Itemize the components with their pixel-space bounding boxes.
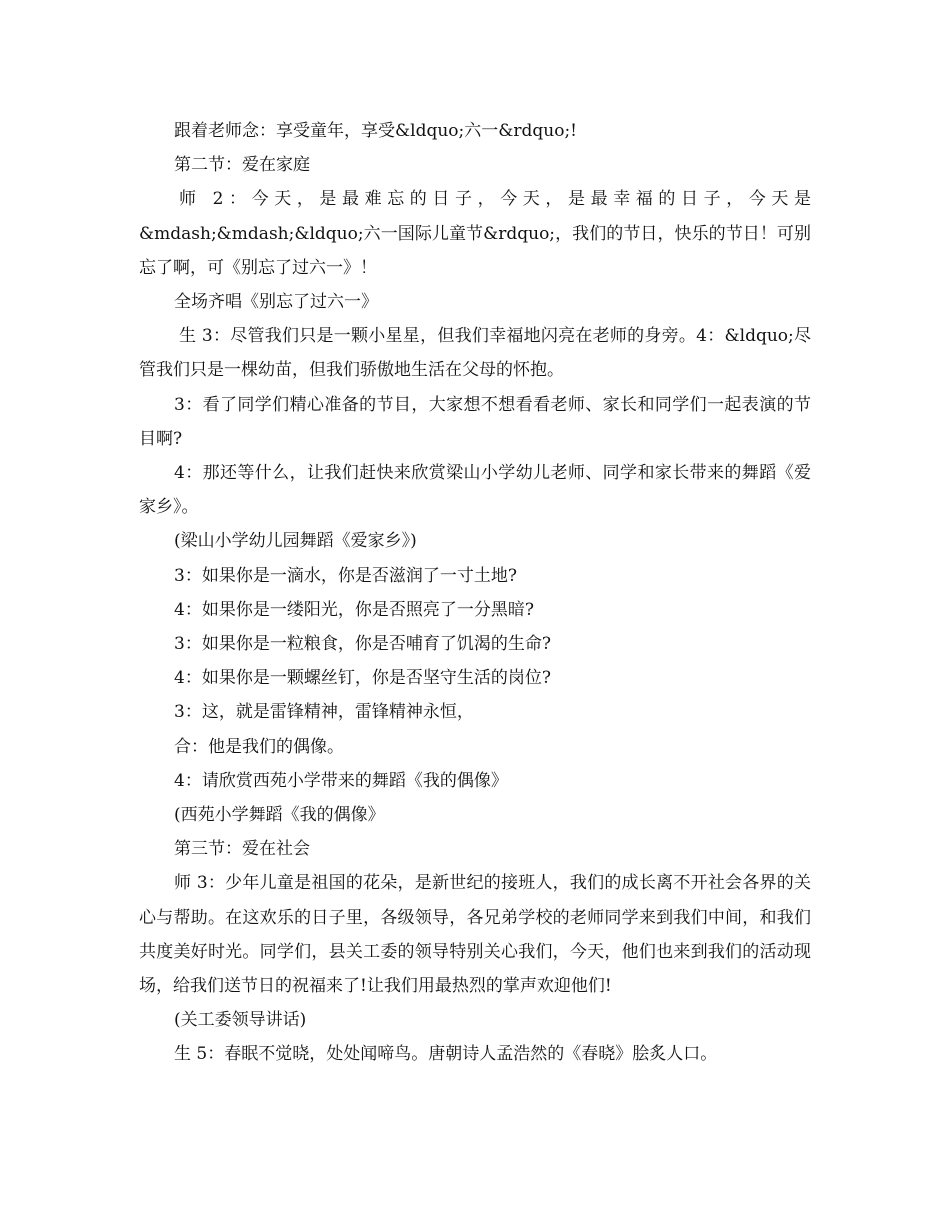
paragraph: 4：那还等什么，让我们赶快来欣赏梁山小学幼儿老师、同学和家长带来的舞蹈《爱家乡》。 — [139, 463, 811, 518]
paragraph: (关工委领导讲话) — [174, 1010, 307, 1031]
section-heading: 第三节：爱在社会 — [174, 839, 310, 860]
paragraph: 跟着老师念：享受童年，享受&ldquo;六一&rdquo;! — [174, 121, 578, 141]
paragraph: 生 3：尽管我们只是一颗小星星，但我们幸福地闪亮在老师的身旁。4：&ldquo;尽管我们只是一棵幼苗，但我们骄傲地生活在父母的怀抱。 — [139, 326, 811, 381]
paragraph: 3：如果你是一粒粮食，你是否哺育了饥渴的生命? — [174, 634, 551, 655]
paragraph: 4：如果你是一颗螺丝钉，你是否坚守生活的岗位? — [174, 668, 551, 689]
paragraph: 3：这，就是雷锋精神，雷锋精神永恒， — [174, 702, 474, 723]
paragraph: 4：如果你是一缕阳光，你是否照亮了一分黑暗? — [174, 599, 534, 620]
paragraph: 3：如果你是一滴水，你是否滋润了一寸土地? — [174, 565, 517, 586]
paragraph: 全场齐唱《别忘了过六一》 — [174, 292, 378, 313]
paragraph: (梁山小学幼儿园舞蹈《爱家乡》) — [174, 531, 417, 552]
document-page — [139, 114, 811, 1072]
paragraph: 合：他是我们的偶像。 — [174, 736, 344, 757]
section-heading: 第二节：爱在家庭 — [174, 155, 310, 176]
paragraph: 4：请欣赏西苑小学带来的舞蹈《我的偶像》 — [174, 770, 508, 791]
paragraph: 师 2：今天，是最难忘的日子，今天，是最幸福的日子，今天是&mdash;&mdash;&ldquo;六一国际儿童节&rdquo;，我们的节日，快乐的节日！可别忘了啊，可《别忘了过六一》！ — [139, 189, 811, 278]
paragraph: (西苑小学舞蹈《我的偶像》 — [174, 805, 385, 826]
paragraph: 师 3：少年儿童是祖国的花朵，是新世纪的接班人，我们的成长离不开社会各界的关心与帮助。在这欢乐的日子里，各级领导，各兄弟学校的老师同学来到我们中间，和我们共度美好时光。同学们，县关工委的领导特别关心我们，今天，他们也来到我们的活动现场，给我们送节日的祝福来了!让我们用最热烈的掌声欢迎他们! — [139, 873, 811, 997]
paragraph: 3：看了同学们精心准备的节目，大家想不想看看老师、家长和同学们一起表演的节目啊? — [139, 394, 811, 449]
paragraph: 生 5：春眠不觉晓，处处闻啼鸟。唐朝诗人孟浩然的《春晓》脍炙人口。 — [174, 1044, 718, 1065]
